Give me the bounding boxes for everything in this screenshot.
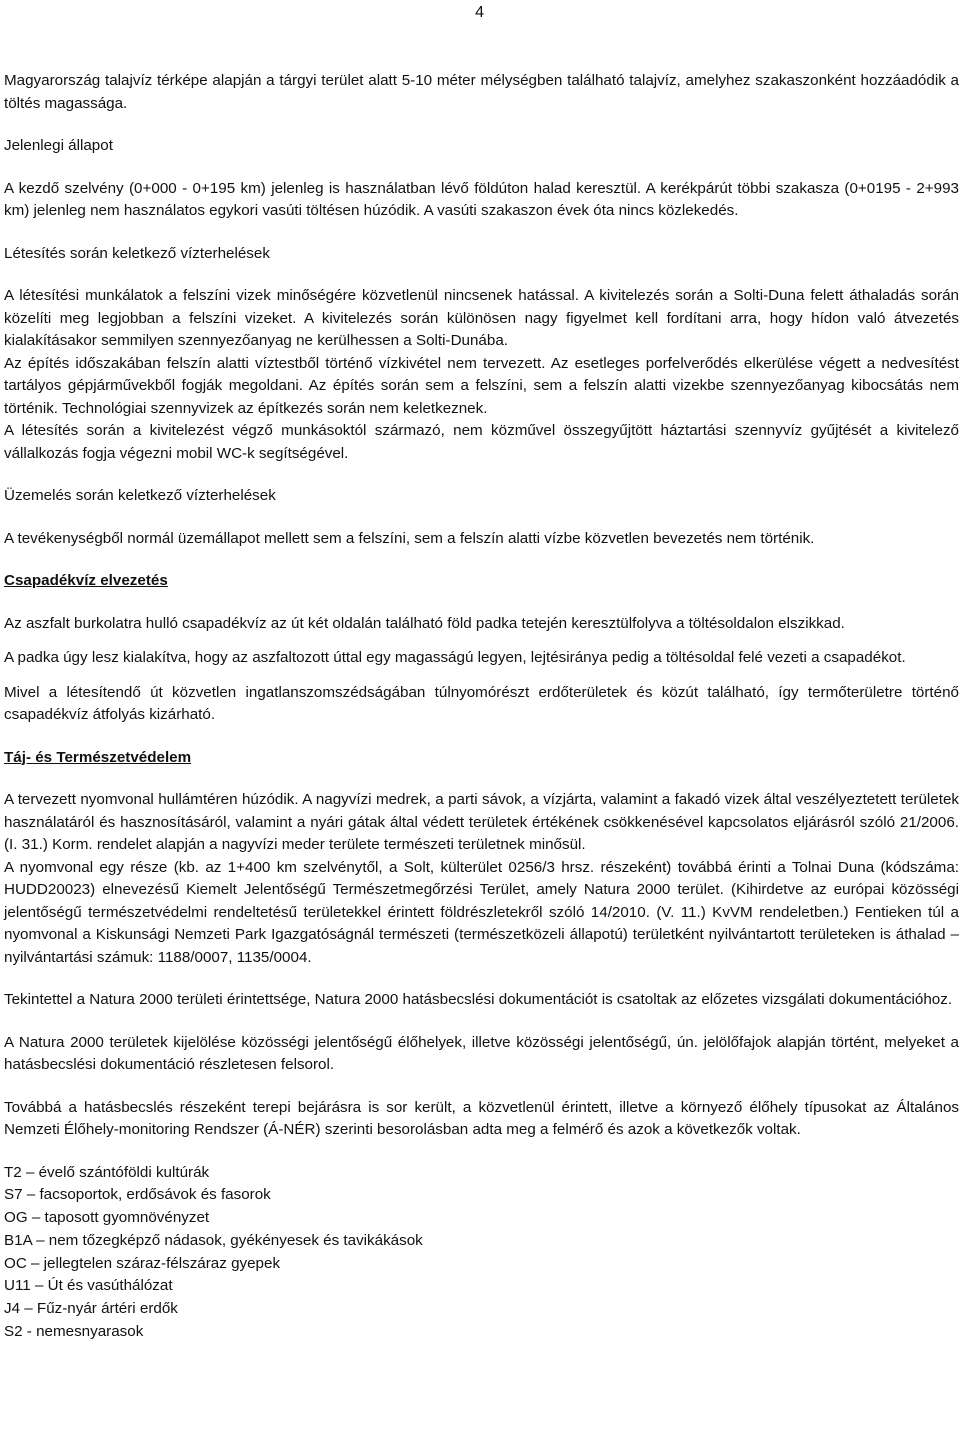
rainwater-heading: Csapadékvíz elvezetés (4, 572, 168, 589)
habitat-item: OC – jellegtelen száraz-félszáraz gyepek (4, 1254, 281, 1272)
construction-paragraph-3: A létesítés során a kivitelezést végző munkásoktól származó, nem közművel összegyűjtött háztartási szennyvíz gyűjtését a kivitelező vállalkozás fogja végezni mobil WC-k segítségével. (4, 422, 959, 462)
construction-heading: Létesítés során keletkező vízterhelések (4, 244, 270, 262)
construction-paragraph-1: A létesítési munkálatok a felszíni vizek minőségére közvetlenül nincsenek hatással. A kivitelezés során a Solti-Duna felett áthaladás során közelíti meg legjobban a felszíni vizeket. A kivitelezés során különösen nagy figyelmet kell fordítani arra, hogy hídon való átvezetés kialakításakor semmilyen szennyezőanyag ne kerülhessen a Solti-Dunába. (4, 287, 959, 349)
habitat-item: U11 – Út és vasúthálózat (4, 1277, 173, 1295)
page-number: 4 (475, 4, 484, 21)
habitat-item: S7 – facsoportok, erdősávok és fasorok (4, 1186, 271, 1204)
current-state-heading: Jelenlegi állapot (4, 137, 113, 154)
habitat-item: OG – taposott gyomnövényzet (4, 1209, 210, 1227)
rainwater-paragraph-1: Az aszfalt burkolatra hulló csapadékvíz az út két oldalán található föld padka tetején keresztülfolyva a töltésoldalon elszikkad. (4, 614, 845, 632)
habitat-list (4, 1162, 959, 1344)
intro-paragraph: Magyarország talajvíz térképe alapján a tárgyi terület alatt 5-10 méter mélységben található talajvíz, amelyhez szakaszonként hozzáadódik a töltés magassága. (4, 72, 959, 112)
habitat-item: S2 - nemesnyarasok (4, 1323, 144, 1341)
rainwater-paragraph-3: Mivel a létesítendő út közvetlen ingatlanszomszédságában túlnyomórészt erdőterületek és közút található, így termőterületre történő csapadékvíz átfolyás kizárható. (4, 683, 959, 723)
nature-paragraph-2: A nyomvonal egy része (kb. az 1+400 km szelvénytől, a Solt, külterület 0256/3 hrsz. részeként) továbbá érinti a Tolnai Duna (kódszáma: HUDD20023) elnevezésű Kiemelt Jelentőségű Természetmegőrzési Terület, amely Natura 2000 terület. (Kihirdetve az európai közösségi jelentőségű természetvédelmi rendeltetésű területekkel érintett földrészletekről szóló 14/2010. (V. 11.) KvVM rendeletben.) Fentieken túl a nyomvonal a Kiskunsági Nemzeti Park Igazgatóságnál természeti (természetközeli állapotú) területként nyilvántartott területeken is áthalad – nyilvántartási számuk: 1188/0007, 1135/0004. (4, 858, 959, 966)
nature-paragraph-3: Tekintettel a Natura 2000 területi érintettsége, Natura 2000 hatásbecslési dokumentációt is csatoltak az előzetes vizsgálati dokumentációhoz. (4, 991, 953, 1008)
habitat-item: T2 – évelő szántóföldi kultúrák (4, 1163, 210, 1181)
habitat-item: B1A – nem tőzegképző nádasok, gyékényesek és tavikákások (4, 1231, 423, 1249)
rainwater-paragraph-2: A padka úgy lesz kialakítva, hogy az aszfaltozott úttal egy magasságú legyen, lejtésiránya pedig a töltésoldal felé vezeti a csapadékot. (4, 649, 906, 666)
construction-paragraph-2: Az építés időszakában felszín alatti víztestből történő vízkivétel nem tervezett. Az esetleges porfelverődés elkerülése végett a nedvesítést tartályos gépjárművekből fogják megoldani. Az építés során sem a felszíni, sem a felszín alatti vizekbe szennyezőanyag kibocsátás nem történik. Technológiai szennyvizek az építkezés során nem keletkeznek. (4, 354, 959, 417)
operation-paragraph: A tevékenységből normál üzemállapot mellett sem a felszíni, sem a felszín alatti vízbe közvetlen bevezetés nem történik. (4, 529, 815, 547)
nature-paragraph-1: A tervezett nyomvonal hullámtéren húzódik. A nagyvízi medrek, a parti sávok, a vízjárta, valamint a fakadó vizek által veszélyeztetett területek használatáról és hasznosításáról, valamint a nyári gátak által védett területek értékének csökkenésével kapcsolatos eljárásról szóló 21/2006. (I. 31.) Korm. rendelet alapján a nagyvízi meder területe természeti területnek minősül. (4, 791, 959, 853)
operation-heading: Üzemelés során keletkező vízterhelések (4, 487, 276, 504)
habitat-item: J4 – Fűz-nyár ártéri erdők (4, 1300, 178, 1318)
page-content (4, 70, 959, 1344)
nature-protection-heading: Táj- és Természetvédelem (4, 748, 192, 766)
nature-paragraph-4: A Natura 2000 területek kijelölése közösségi jelentőségű élőhelyek, illetve közösségi jelentőségű, ún. jelölőfajok alapján történt, melyeket a hatásbecslési dokumentáció részletesen felsorol. (4, 1033, 959, 1073)
current-state-paragraph: A kezdő szelvény (0+000 - 0+195 km) jelenleg is használatban lévő földúton halad keresztül. A kerékpárút többi szakasza (0+0195 - 2+993 km) jelenleg nem használatos egykori vasúti töltésen húzódik. A vasúti szakaszon évek óta nincs közlekedés. (4, 179, 959, 219)
nature-paragraph-5: Továbbá a hatásbecslés részeként terepi bejárásra is sor került, a közvetlenül érintett, illetve a környező élőhely típusokat az Általános Nemzeti Élőhely-monitoring Rendszer (Á-NÉR) szerinti besorolásban adta meg a felmérő és azok a következők voltak. (4, 1098, 959, 1138)
